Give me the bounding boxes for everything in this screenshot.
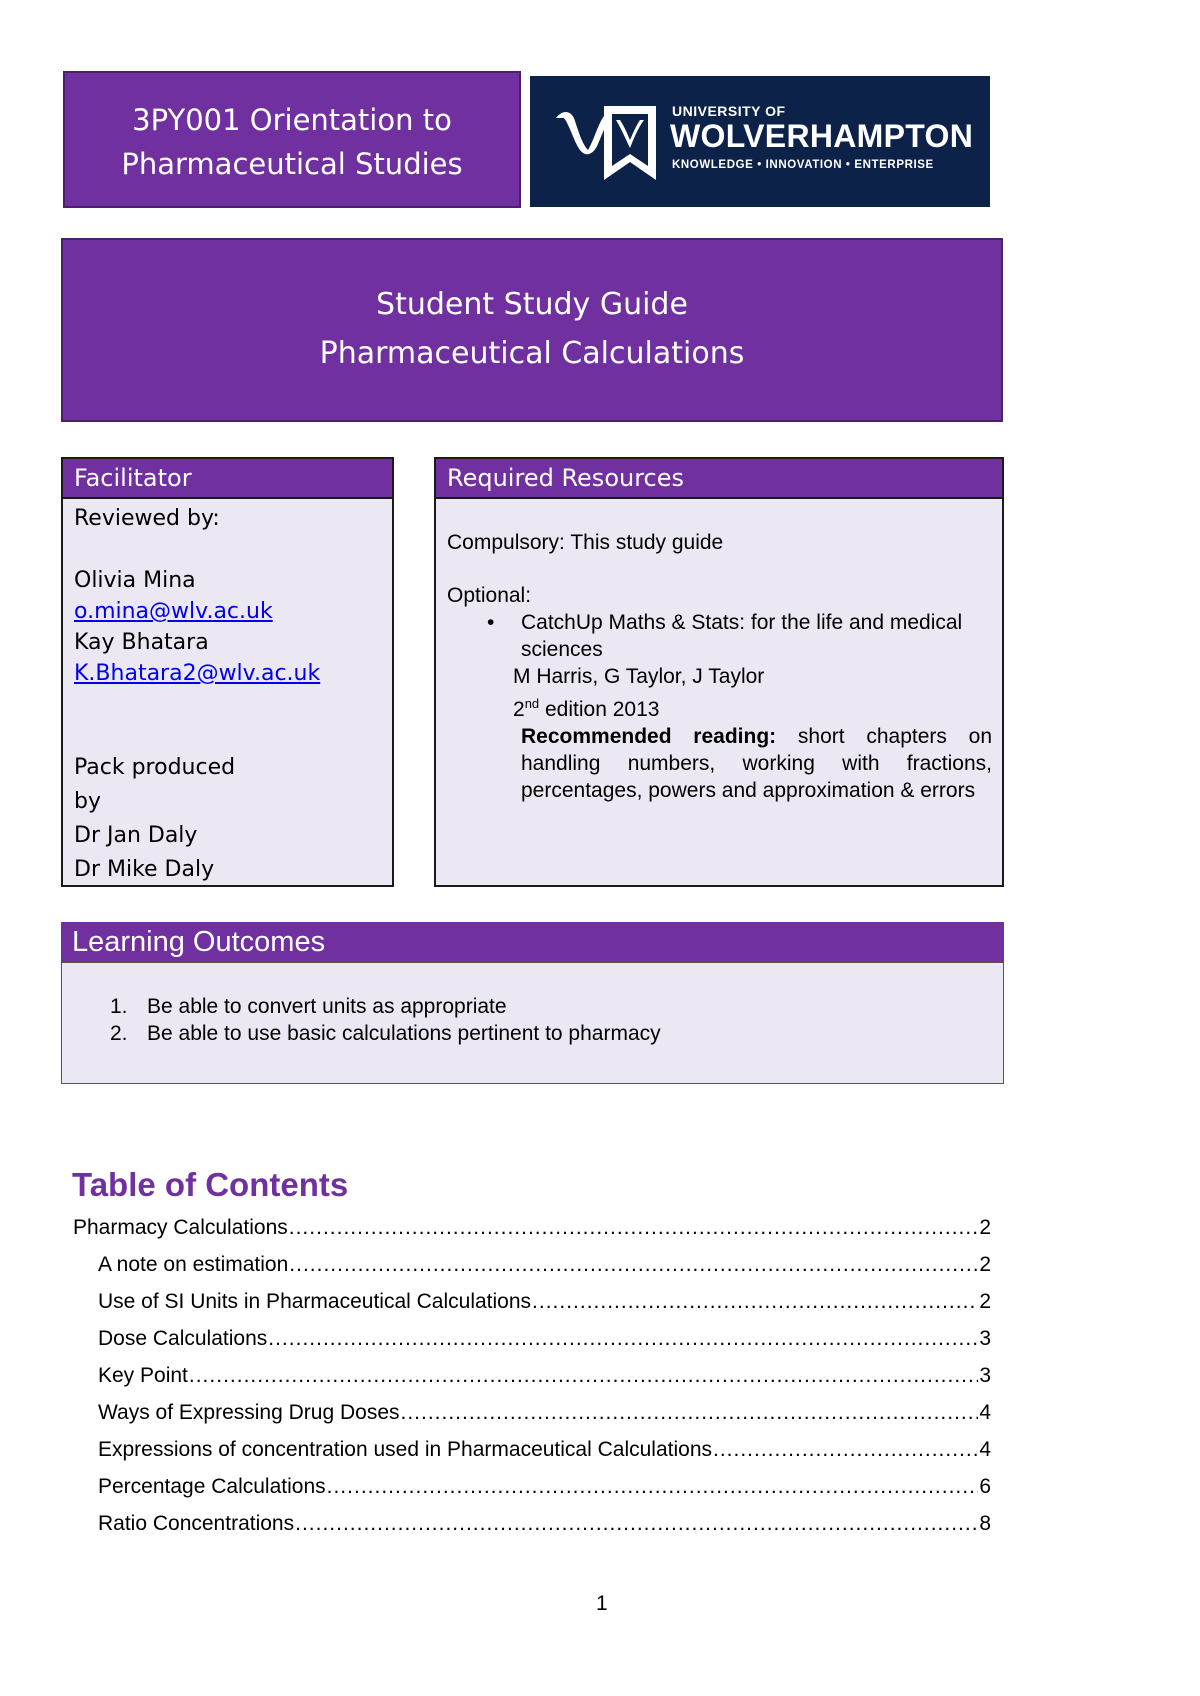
- toc-entry-text[interactable]: Key Point: [98, 1364, 188, 1387]
- title-line1: Student Study Guide: [376, 287, 688, 322]
- book-edition: 2nd edition 2013: [513, 696, 660, 721]
- toc-entry[interactable]: [98, 1399, 991, 1427]
- toc-leader-dots: [189, 1362, 978, 1390]
- logo-university-name: WOLVERHAMPTON: [670, 118, 974, 154]
- toc-leader-dots: [289, 1251, 978, 1279]
- reviewer-name-1: Olivia Mina: [74, 568, 196, 593]
- toc-entry[interactable]: [98, 1325, 991, 1353]
- pack-produced-by: by: [74, 789, 101, 814]
- toc-entry[interactable]: [73, 1214, 991, 1242]
- toc-entry[interactable]: [98, 1288, 991, 1316]
- page-number: 1: [596, 1592, 608, 1615]
- toc-leader-dots: [401, 1399, 979, 1427]
- toc-leader-dots: [295, 1510, 978, 1538]
- toc-entry[interactable]: [98, 1362, 991, 1390]
- toc-leader-dots: [268, 1325, 978, 1353]
- toc-entry[interactable]: [98, 1510, 991, 1538]
- toc-entry-text[interactable]: Pharmacy Calculations: [73, 1216, 288, 1239]
- author-name-2: Dr Mike Daly: [74, 857, 215, 882]
- resources-heading: Required Resources: [436, 459, 1002, 499]
- toc-entry-text[interactable]: Ratio Concentrations: [98, 1512, 295, 1535]
- learning-outcome-number: 2.: [110, 1022, 128, 1045]
- reviewer-email-link-2[interactable]: K.Bhatara2@wlv.ac.uk: [74, 661, 321, 686]
- recommended-reading: [447, 723, 992, 804]
- toc-entry-text[interactable]: Percentage Calculations: [98, 1475, 326, 1498]
- reviewer-email-link-1[interactable]: o.mina@wlv.ac.uk: [74, 599, 273, 624]
- toc-entry-page: 2: [979, 1290, 991, 1313]
- bullet-icon: •: [487, 611, 495, 634]
- toc-entry-text[interactable]: A note on estimation: [98, 1253, 289, 1276]
- learning-outcome-number: 1.: [110, 995, 128, 1018]
- required-resources-panel: [434, 457, 1004, 887]
- optional-label: Optional:: [447, 584, 532, 607]
- facilitator-heading: Facilitator: [63, 459, 392, 499]
- university-logo: [530, 76, 990, 207]
- toc-leader-dots: [532, 1288, 978, 1316]
- toc-entry-page: 3: [979, 1364, 991, 1387]
- author-name-1: Dr Jan Daly: [74, 823, 198, 848]
- pack-produced-label: Pack produced: [74, 755, 236, 780]
- compulsory-text: Compulsory: This study guide: [447, 531, 724, 554]
- toc-entry[interactable]: [98, 1251, 991, 1279]
- toc-leader-dots: [327, 1473, 979, 1501]
- toc-entry-page: 3: [979, 1327, 991, 1350]
- toc-entry-text[interactable]: Use of SI Units in Pharmaceutical Calculations: [98, 1290, 532, 1313]
- toc-entry-text[interactable]: Dose Calculations: [98, 1327, 268, 1350]
- toc-entry-page: 8: [979, 1512, 991, 1535]
- learning-outcomes-panel: [61, 962, 1004, 1084]
- toc-entry-text[interactable]: Ways of Expressing Drug Doses: [98, 1401, 400, 1424]
- book-authors: M Harris, G Taylor, J Taylor: [513, 665, 765, 688]
- recommended-reading-label: Recommended reading:: [521, 725, 777, 748]
- book-list-item: [447, 609, 992, 663]
- learning-outcome-text: Be able to convert units as appropriate: [147, 995, 507, 1018]
- toc-leader-dots: [289, 1214, 979, 1242]
- study-guide-title-box: [61, 238, 1003, 422]
- toc-entry[interactable]: [98, 1436, 991, 1464]
- book-title: CatchUp Maths & Stats: for the life and medical sciences: [521, 611, 963, 661]
- toc-title: Table of Contents: [72, 1166, 349, 1203]
- course-title-line2: Pharmaceutical Studies: [121, 147, 463, 181]
- toc-entry-page: 2: [979, 1216, 991, 1239]
- reviewer-name-2: Kay Bhatara: [74, 630, 209, 655]
- toc-entry-page: 4: [979, 1401, 991, 1424]
- learning-outcome-text: Be able to use basic calculations pertinent to pharmacy: [147, 1022, 661, 1045]
- wolverhampton-emblem-icon: [552, 100, 662, 184]
- toc-entry-page: 4: [979, 1438, 991, 1461]
- recommended-reading-text: short chapters on handling numbers, working with fractions, percentages, powers and approximation & errors: [521, 725, 992, 802]
- toc-entry-page: 2: [979, 1253, 991, 1276]
- learning-outcome-item: [62, 1020, 1003, 1047]
- reviewed-by-label: Reviewed by:: [74, 506, 220, 531]
- toc-entry-text[interactable]: Expressions of concentration used in Pharmaceutical Calculations: [98, 1438, 712, 1461]
- learning-outcome-item: [62, 993, 1003, 1020]
- course-title-line1: 3PY001 Orientation to: [132, 103, 452, 137]
- course-title-box: [63, 71, 521, 208]
- title-line2: Pharmaceutical Calculations: [319, 336, 745, 371]
- logo-tagline: KNOWLEDGE • INNOVATION • ENTERPRISE: [672, 159, 934, 171]
- learning-outcomes-heading: Learning Outcomes: [61, 922, 1004, 962]
- facilitator-panel: [61, 457, 394, 887]
- toc-entry[interactable]: [98, 1473, 991, 1501]
- toc-leader-dots: [713, 1436, 978, 1464]
- logo-university-of: UNIVERSITY OF: [672, 103, 786, 119]
- toc-entry-page: 6: [979, 1475, 991, 1498]
